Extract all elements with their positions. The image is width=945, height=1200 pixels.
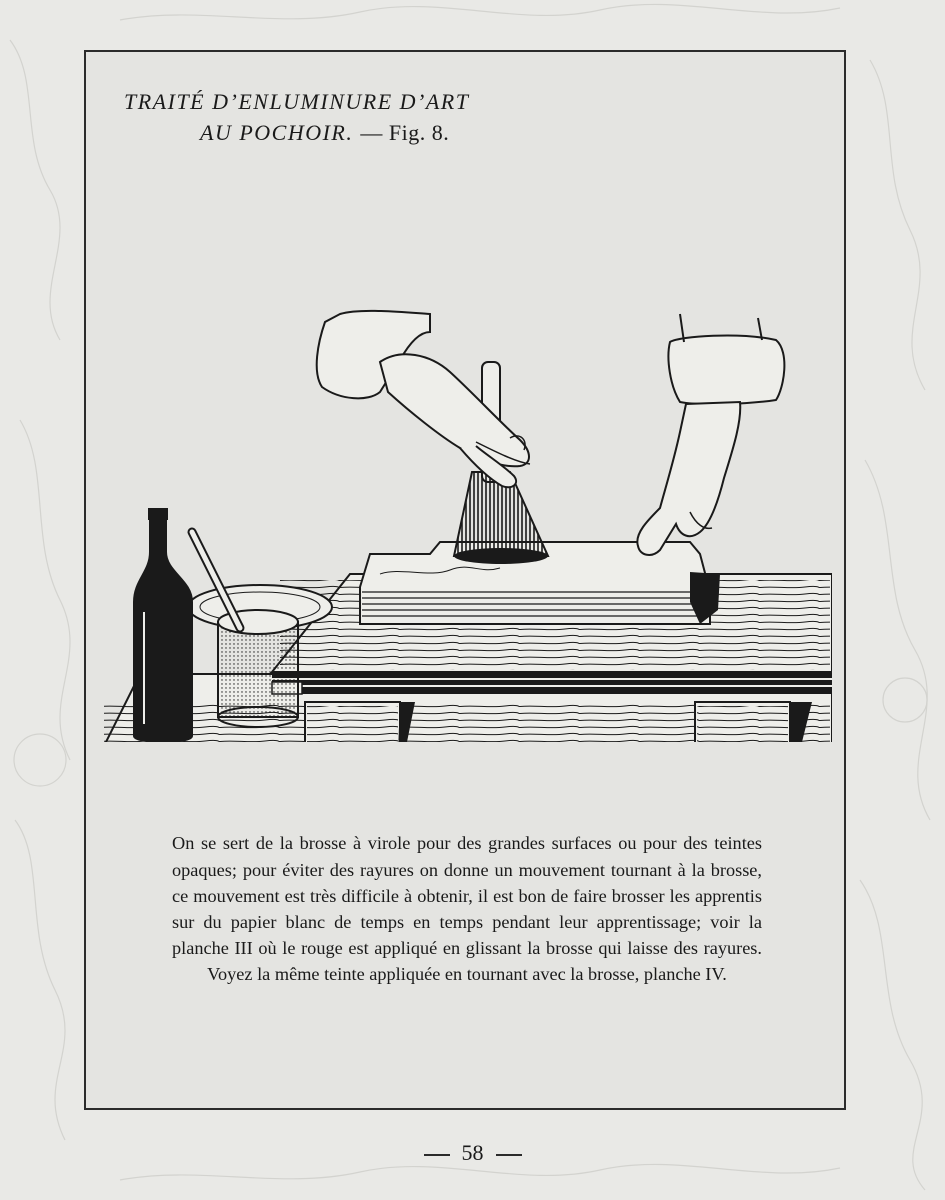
title-line-2: AU POCHOIR. xyxy=(200,120,354,145)
title-line-1: TRAITÉ D’ENLUMINURE D’ART xyxy=(124,89,470,114)
bottle xyxy=(134,508,192,742)
page-number-value: 58 xyxy=(461,1140,484,1165)
title-line-2-wrapper xyxy=(124,117,469,148)
plate-caption: On se sert de la brosse à virole pour des grandes surfaces ou pour des teintes opaques; pour éviter des rayures on donne un mouvement tournant à la brosse, ce mouvement est très difficile à obtenir, il est bon de faire brosser les apprentis sur du papier blanc de temps en temps pendant leur apprentissage; voir la planche III où le rouge est appliqué en glissant la brosse qui laisse des rayures. Voyez la même teinte appliquée en tournant avec la brosse, planche IV. xyxy=(172,833,762,985)
stencil-brushing-illustration xyxy=(100,262,832,742)
plate-frame xyxy=(84,50,846,1110)
page-number-dash-right xyxy=(496,1154,522,1156)
figure-label: — Fig. 8. xyxy=(360,120,450,145)
page-number xyxy=(0,1140,945,1166)
plate-title xyxy=(124,86,469,148)
right-hand xyxy=(637,314,784,555)
page-number-dash-left xyxy=(424,1154,450,1156)
